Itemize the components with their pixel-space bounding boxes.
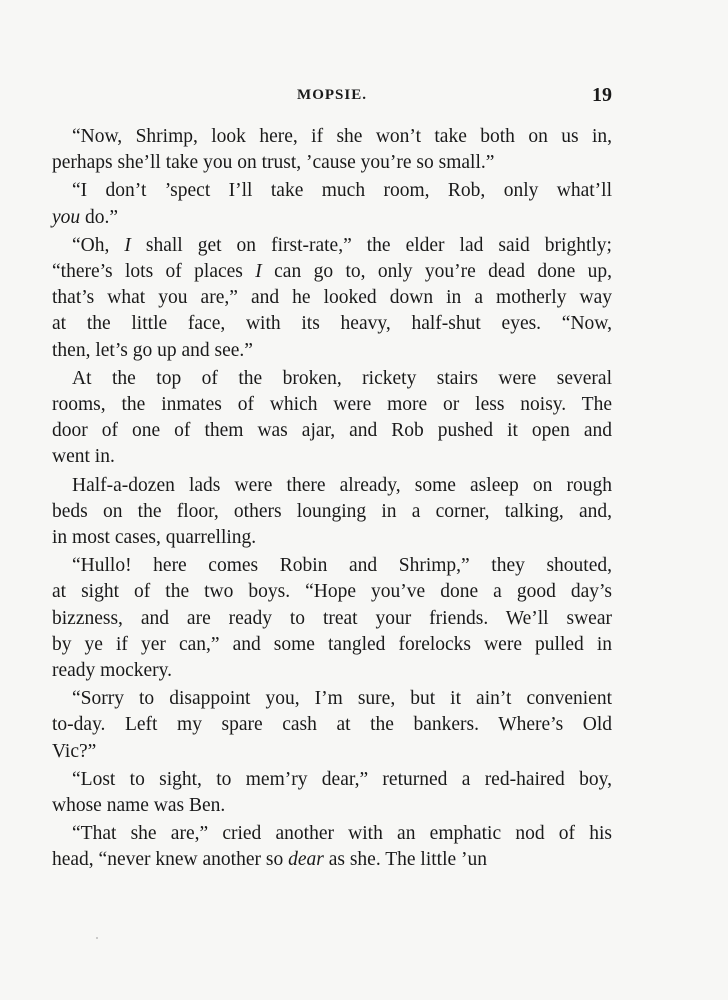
paragraph [52, 686, 612, 765]
text-line: “there’s lots of places I can go to, only you’re dead done up, [52, 261, 612, 283]
running-title: MOPSIE. [297, 87, 367, 103]
text-line: at sight of the two boys. “Hope you’ve done a good day’s [52, 581, 612, 603]
paragraph [52, 767, 612, 819]
text-line: “Sorry to disappoint you, I’m sure, but it ain’t convenient [72, 688, 612, 710]
emphasis: I [124, 234, 131, 256]
text-line: to-day. Left my spare cash at the bankers. Where’s Old [52, 714, 612, 736]
paragraph [52, 366, 612, 471]
text-line: ready mockery. [52, 660, 173, 682]
emphasis: I [255, 261, 262, 283]
text-line: bizzness, and are ready to treat your friends. We’ll swear [52, 607, 612, 629]
emphasis: dear [288, 849, 324, 871]
text-line: rooms, the inmates of which were more or less noisy. The [52, 394, 612, 416]
text-line: head, “never knew another so dear as she. The little ’un [52, 849, 488, 871]
text-line: perhaps she’ll take you on trust, ’cause you’re so small.” [52, 152, 495, 174]
paragraph [52, 553, 612, 684]
text-line: in most cases, quarrelling. [52, 527, 257, 549]
paragraph [52, 124, 612, 176]
text-line: “Oh, I shall get on first-rate,” the elder lad said brightly; [72, 234, 612, 256]
text-line: “Hullo! here comes Robin and Shrimp,” they shouted, [72, 555, 612, 577]
running-head [52, 84, 612, 108]
paragraph [52, 473, 612, 552]
text-line: Half-a-dozen lads were there already, some asleep on rough [72, 474, 612, 496]
paper-speck [96, 937, 98, 939]
emphasis: you [52, 206, 81, 228]
text-line: “Now, Shrimp, look here, if she won’t take both on us in, [72, 126, 612, 147]
text-line: you do.” [52, 206, 119, 228]
body-text [52, 124, 612, 874]
text-line: Vic?” [52, 740, 97, 762]
text-line: door of one of them was ajar, and Rob pushed it open and [52, 420, 612, 442]
text-line: went in. [52, 446, 115, 468]
page-number: 19 [592, 84, 612, 106]
text-line: at the little face, with its heavy, half-shut eyes. “Now, [52, 313, 612, 335]
text-line: “That she are,” cried another with an emphatic nod of his [72, 823, 612, 845]
text-line: “Lost to sight, to mem’ry dear,” returned a red-haired boy, [72, 768, 612, 790]
text-line: beds on the floor, others lounging in a corner, talking, and, [52, 500, 612, 522]
paragraph [52, 178, 612, 230]
text-line: whose name was Ben. [52, 795, 226, 817]
paragraph [52, 821, 612, 873]
text-line: “I don’t ’spect I’ll take much room, Rob, only what’ll [72, 180, 612, 202]
paragraph [52, 233, 612, 364]
text-line: At the top of the broken, rickety stairs were several [72, 367, 612, 389]
text-line: by ye if yer can,” and some tangled forelocks were pulled in [52, 633, 612, 655]
text-line: then, let’s go up and see.” [52, 339, 253, 361]
text-line: that’s what you are,” and he looked down in a motherly way [52, 287, 612, 309]
